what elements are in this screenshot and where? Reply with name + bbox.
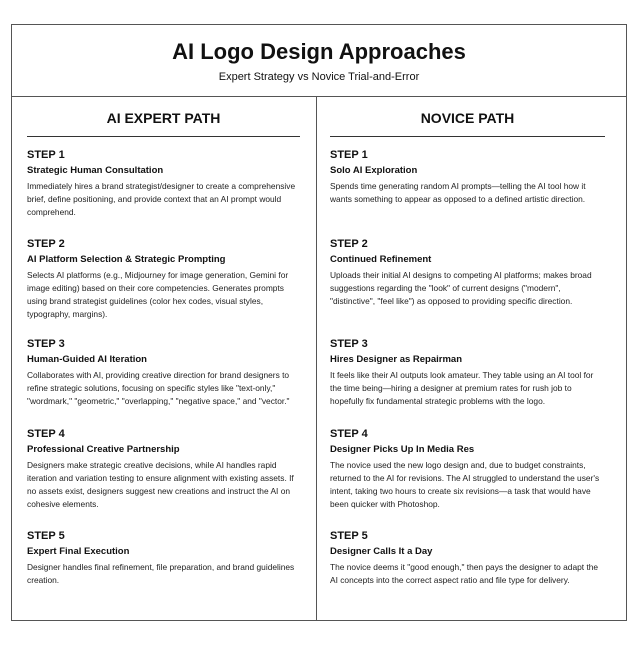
step-label: STEP 1 xyxy=(330,149,368,161)
document-header xyxy=(12,25,626,97)
step-title: Designer Picks Up In Media Res xyxy=(330,444,475,455)
novice-step xyxy=(330,149,605,206)
page-subtitle: Expert Strategy vs Novice Trial-and-Error xyxy=(218,71,420,83)
expert-step xyxy=(27,238,300,321)
novice-path-heading: NOVICE PATH xyxy=(330,110,605,137)
step-title: Solo AI Exploration xyxy=(330,165,418,176)
step-title: Continued Refinement xyxy=(330,254,432,265)
step-description: The novice used the new logo design and, due to budget constraints, returned to the AI for revisions. The AI struggled to understand the user's intent, taking two hours to create six revisions—a task that would have been quicker with Photoshop. xyxy=(330,460,600,509)
step-label: STEP 2 xyxy=(330,238,368,250)
step-label: STEP 5 xyxy=(27,530,65,542)
step-label: STEP 3 xyxy=(330,338,368,350)
step-title: Hires Designer as Repairman xyxy=(330,354,463,365)
novice-step xyxy=(330,238,605,308)
expert-step xyxy=(27,530,300,587)
page-title: AI Logo Design Approaches xyxy=(172,39,466,64)
step-title: Human-Guided AI Iteration xyxy=(27,354,147,365)
expert-step xyxy=(27,428,300,511)
step-label: STEP 2 xyxy=(27,238,65,250)
step-description: Selects AI platforms (e.g., Midjourney for image generation, Gemini for image editing) based on their core competencies. Generates prompts using brand strategist guidelines (color hex codes, visual styles, typography, margins). xyxy=(27,270,289,319)
novice-step xyxy=(330,428,605,511)
novice-step xyxy=(330,338,605,408)
step-label: STEP 1 xyxy=(27,149,65,161)
expert-step xyxy=(27,149,300,219)
step-description: Designer handles final refinement, file preparation, and brand guidelines creation. xyxy=(27,562,295,585)
expert-path-column xyxy=(27,96,300,620)
step-description: Immediately hires a brand strategist/designer to create a comprehensive brief, define positioning, and provide context that an AI prompt would comprehend. xyxy=(27,181,296,217)
step-description: Spends time generating random AI prompts—telling the AI tool how it wants something to appear as opposed to a defined artistic direction. xyxy=(330,181,586,204)
step-label: STEP 4 xyxy=(27,428,65,440)
step-description: Designers make strategic creative decisions, while AI handles rapid iteration and variation testing to ensure alignment with existing assets. If no assets exist, designers suggest new creations and instruct the AI on cohesive elements. xyxy=(27,460,294,509)
step-title: Strategic Human Consultation xyxy=(27,165,164,176)
step-title: Expert Final Execution xyxy=(27,546,130,557)
step-description: It feels like their AI outputs look amateur. They table using an AI tool for the time being—hiring a designer at premium rates for rush job to hopefully fix fundamental strategic problems with the logo. xyxy=(330,370,594,406)
step-description: Collaborates with AI, providing creative direction for brand designers to refine strategic solutions, focusing on specific styles like "text-only," "wordmark," "geometric," "overlapping," "negative space," and "vector." xyxy=(27,370,290,406)
step-title: Professional Creative Partnership xyxy=(27,444,180,455)
novice-path-column xyxy=(330,96,605,620)
step-title: Designer Calls It a Day xyxy=(330,546,433,557)
column-divider xyxy=(316,96,317,620)
step-label: STEP 5 xyxy=(330,530,368,542)
step-label: STEP 3 xyxy=(27,338,65,350)
step-description: Uploads their initial AI designs to competing AI platforms; makes broad suggestions regarding the "look" of current designs ("modern", "distinctive", "feel like") as opposed to providing specific direction. xyxy=(330,270,592,306)
comparison-document xyxy=(11,24,627,621)
expert-step xyxy=(27,338,300,408)
step-title: AI Platform Selection & Strategic Prompting xyxy=(27,254,226,265)
step-label: STEP 4 xyxy=(330,428,368,440)
step-description: The novice deems it "good enough," then pays the designer to adapt the AI concepts into the correct aspect ratio and file type for delivery. xyxy=(330,562,599,585)
expert-path-heading: AI EXPERT PATH xyxy=(27,110,300,137)
novice-step xyxy=(330,530,605,587)
